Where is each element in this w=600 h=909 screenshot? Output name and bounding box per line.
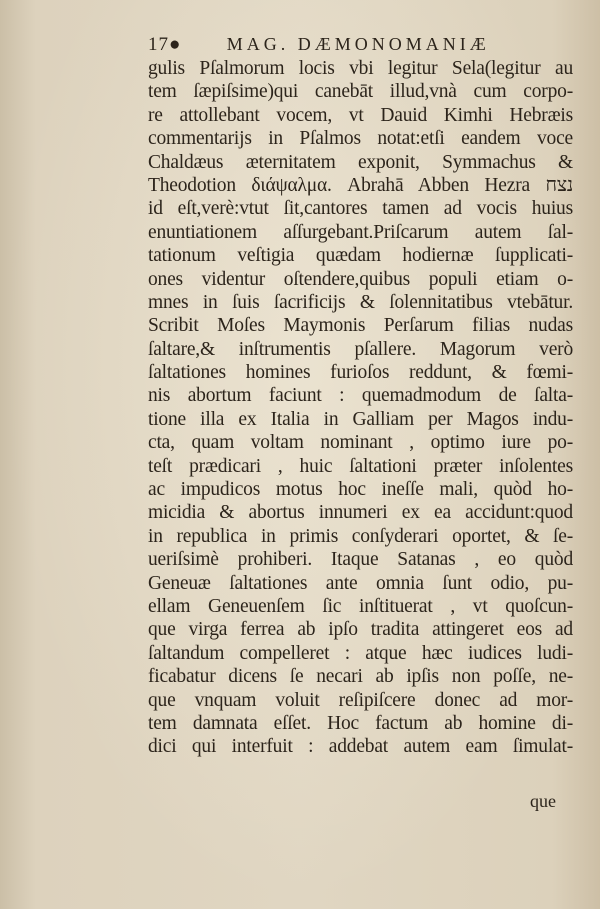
text-line: ſaltare,& inſtrumentis pſallere. Magorum verò [148,338,573,360]
text-line: enuntiationem aſſurgebant.Priſcarum autem ſal- [148,221,573,243]
text-line: nis abortum faciunt : quemadmodum de ſalta- [148,385,573,407]
text-line: tem damnata eſſet. Hoc factum ab homine di- [148,712,573,734]
text-line: micidia & abortus innumeri ex ea accidunt:quod [148,502,573,524]
text-line: dici qui interfuit : addebat autem eam ſimulat- [148,736,573,758]
text-line: gulis Pſalmorum locis vbi legitur Sela(legitur au [148,58,573,79]
text-line: Chaldæus æternitatem exponit, Symmachus & [148,151,573,173]
catchword: que [530,791,556,811]
text-line: ones videntur oſtendere,quibus populi etiam o- [148,268,573,290]
text-line: Scribit Moſes Maymonis Perſarum filias nudas [148,315,573,337]
text-line: ac impudicos motus hoc ineſſe mali, quòd ho- [148,479,573,501]
text-line: tationum veſtigia quædam hodiernæ ſupplicati- [148,245,573,267]
text-line: ſaltationes homines furioſos reddunt, & fœmi- [148,362,573,384]
text-line: mnes in ſuis ſacrificijs & ſolennitatibus vtebātur. [148,291,573,313]
text-line: ellam Geneuenſem ſic inſtituerat , vt quoſcun- [148,595,573,617]
page-header [148,30,568,58]
text-line: ueriſsimè prohiberi. Itaque Satanas , eo quòd [148,549,573,571]
text-line: que vnquam voluit reſipiſcere donec ad mor- [148,689,573,711]
text-line: tione illa ex Italia in Galliam per Magos indu- [148,408,573,430]
text-line: que virga ferrea ab ipſo tradita attingeret eos ad [148,619,573,641]
text-line: in republica in primis conſyderari oportet, & ſe- [148,525,573,547]
text-line: cta, quam voltam nominant , optimo iure po- [148,432,573,454]
text-line: Geneuæ ſaltationes ante omnia ſunt odio, pu- [148,572,573,594]
text-line: re attollebant vocem, vt Dauid Kimhi Hebræis [148,104,573,126]
text-line: ſaltandum compelleret : atque hæc iudices ludi- [148,642,573,664]
page-number: 17● [148,34,182,55]
text-line: tem ſæpiſsime)qui canebāt illud,vnà cum corpo- [148,81,573,103]
running-head: MAG. DÆMONOMANIÆ [226,34,490,54]
body-text [148,57,573,759]
text-line: Theodotion διάψαλμα. Abrahā Abben Hezra נצח [148,174,573,196]
text-line: id eſt,verè:vtut ſit,cantores tamen ad vocis huius [148,198,573,220]
text-line: commentarijs in Pſalmos notat:etſi eandem voce [148,128,573,150]
text-line: teſt prædicari , huic ſaltationi præter inſolentes [148,455,573,477]
text-line: ficabatur dicens ſe necari ab ipſis non poſſe, ne- [148,666,573,688]
